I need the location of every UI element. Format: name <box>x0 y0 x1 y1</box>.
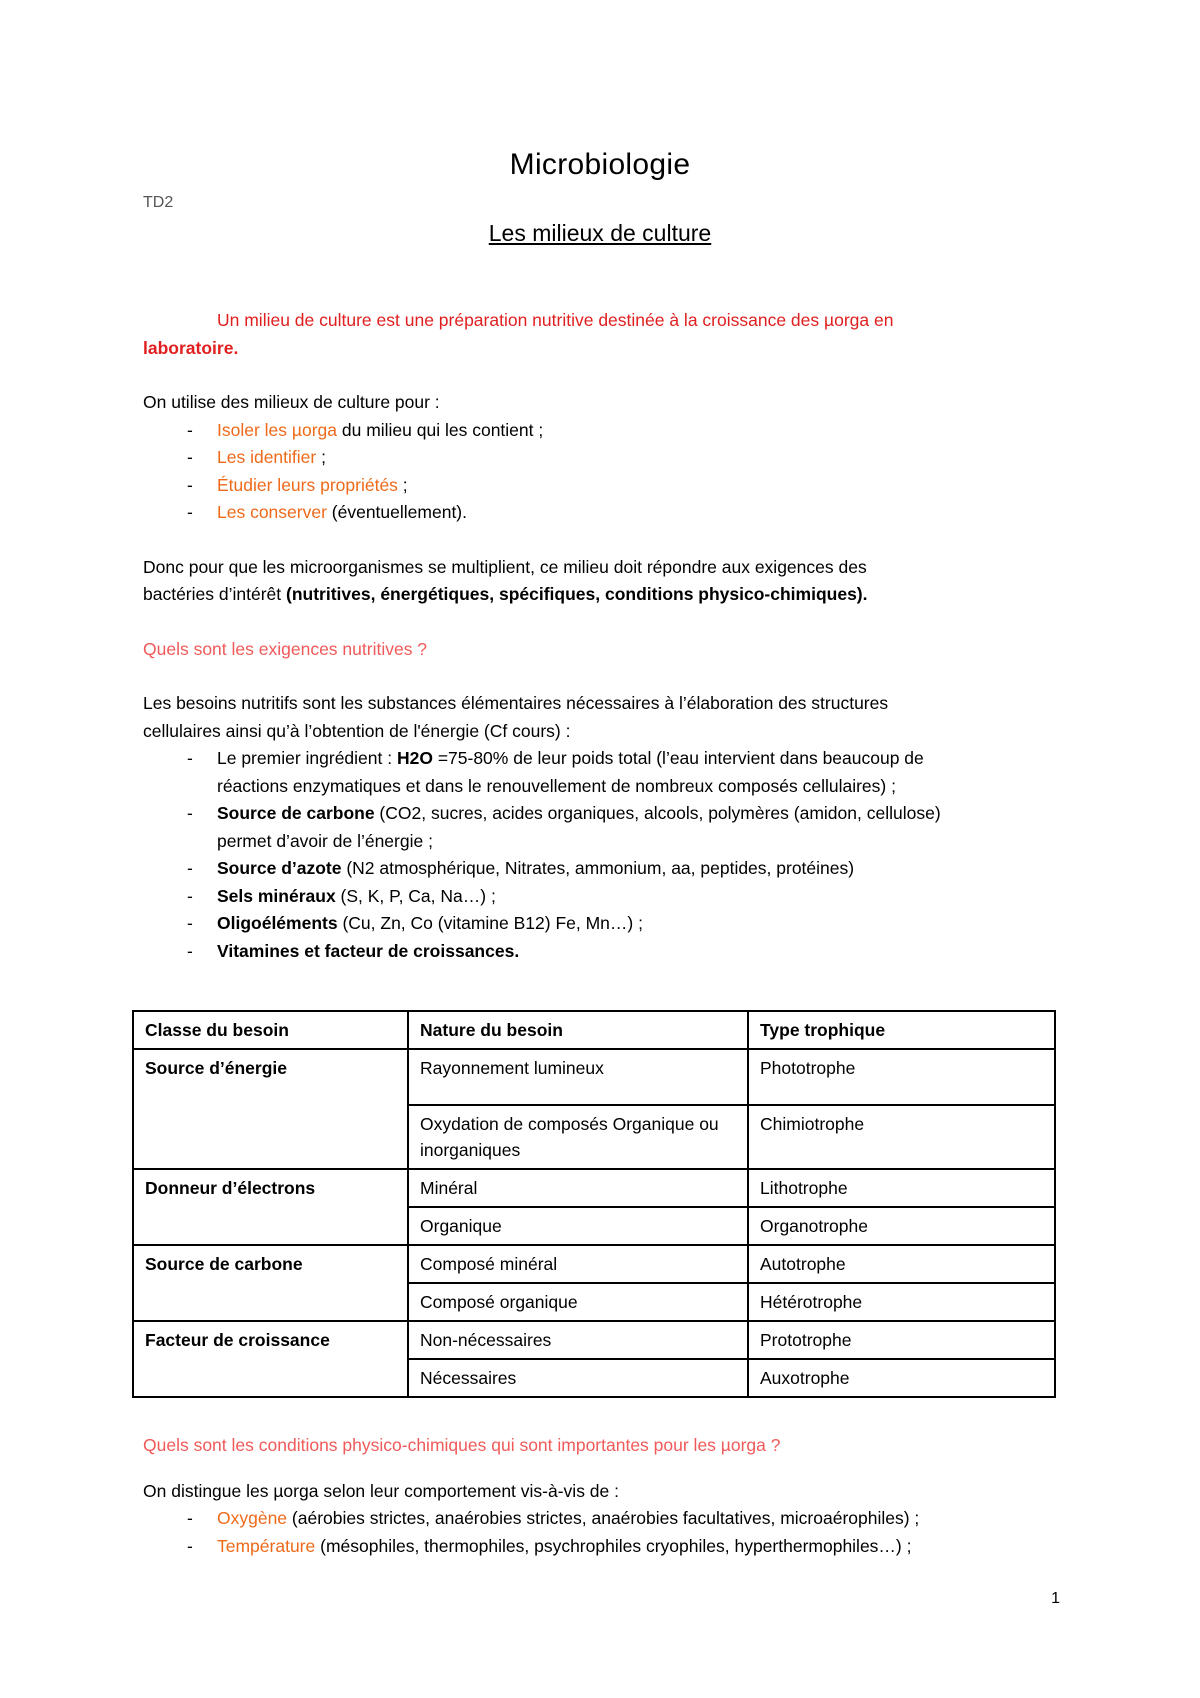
table-cell-type: Autotrophe <box>748 1245 1055 1283</box>
table-cell-type: Organotrophe <box>748 1207 1055 1245</box>
table-cell-class: Donneur d’électrons <box>133 1169 408 1245</box>
besoins-list <box>143 745 1063 965</box>
list-item: - Oligoéléments (Cu, Zn, Co (vitamine B12) Fe, Mn…) ; <box>143 910 1063 938</box>
intro-line-1: Un milieu de culture est une préparation nutritive destinée à la croissance des µorga en <box>217 310 894 330</box>
list-item: - Les conserver (éventuellement). <box>143 499 1063 527</box>
uses-lead: On utilise des milieux de culture pour : <box>143 392 440 412</box>
table-header: Nature du besoin <box>408 1011 748 1049</box>
table-cell-nature: Composé organique <box>408 1283 748 1321</box>
body-section-2 <box>143 1432 1063 1560</box>
list-item: - Le premier ingrédient : H2O =75-80% de leur poids total (l’eau intervient dans beaucoup de réactions enzymatiques et dans le renouvellement de nombreux composés cellulaires) ; <box>143 745 1063 800</box>
table-cell-class: Source d’énergie <box>133 1049 408 1169</box>
table-cell-type: Auxotrophe <box>748 1359 1055 1397</box>
table-row <box>133 1321 1055 1359</box>
table-header: Classe du besoin <box>133 1011 408 1049</box>
donc-line-1: Donc pour que les microorganismes se multiplient, ce milieu doit répondre aux exigences des <box>143 556 867 577</box>
besoins-line-2: cellulaires ainsi qu’à l’obtention de l'énergie (Cf cours) : <box>143 720 571 741</box>
table-cell-type: Lithotrophe <box>748 1169 1055 1207</box>
table-cell-nature: Nécessaires <box>408 1359 748 1397</box>
question-physico: Quels sont les conditions physico-chimiques qui sont importantes pour les µorga ? <box>143 1435 781 1455</box>
section-subtitle: Les milieux de culture <box>488 220 712 246</box>
list-item: - Source d’azote (N2 atmosphérique, Nitrates, ammonium, aa, peptides, protéines) <box>143 855 1063 883</box>
besoins-line-1: Les besoins nutritifs sont les substances élémentaires nécessaires à l’élaboration des structures <box>143 693 889 713</box>
table-cell-type: Hétérotrophe <box>748 1283 1055 1321</box>
table-cell-type: Phototrophe <box>748 1049 1055 1105</box>
table-cell-type: Prototrophe <box>748 1321 1055 1359</box>
table-header-row <box>133 1011 1055 1049</box>
table-cell-nature: Organique <box>408 1207 748 1245</box>
distingue-lead: On distingue les µorga selon leur comportement vis-à-vis de : <box>143 1480 619 1501</box>
table-row <box>133 1245 1055 1283</box>
page-number: 1 <box>1051 1590 1060 1607</box>
list-item: - Les identifier ; <box>143 444 1063 472</box>
table-cell-nature: Minéral <box>408 1169 748 1207</box>
question-nutritive: Quels sont les exigences nutritives ? <box>143 638 428 659</box>
table-cell-nature: Rayonnement lumineux <box>408 1049 748 1105</box>
td-label: TD2 <box>143 194 174 211</box>
intro-line-2: laboratoire. <box>143 337 239 358</box>
table-cell-class: Facteur de croissance <box>133 1321 408 1397</box>
table-cell-class: Source de carbone <box>133 1245 408 1321</box>
table-row <box>133 1169 1055 1207</box>
list-item: - Source de carbone (CO2, sucres, acides organiques, alcools, polymères (amidon, cellulose) permet d’avoir de l’énergie ; <box>143 800 1063 855</box>
document-title: Microbiologie <box>509 148 691 181</box>
list-item: - Étudier leurs propriétés ; <box>143 472 1063 500</box>
donc-line-2: bactéries d’intérêt (nutritives, énergétiques, spécifiques, conditions physico-chimiques). <box>143 584 868 604</box>
uses-list <box>143 417 1063 527</box>
table-cell-type: Chimiotrophe <box>748 1105 1055 1169</box>
list-item: - Sels minéraux (S, K, P, Ca, Na…) ; <box>143 883 1063 911</box>
list-item: - Oxygène (aérobies strictes, anaérobies strictes, anaérobies facultatives, microaérophiles) ; <box>143 1505 1063 1533</box>
needs-table <box>132 1010 1056 1398</box>
table-cell-nature: Oxydation de composés Organique ou inorganiques <box>408 1105 748 1169</box>
distingue-list <box>143 1505 1063 1560</box>
table-row <box>133 1049 1055 1105</box>
body-section-1 <box>143 307 1063 965</box>
table-cell-nature: Composé minéral <box>408 1245 748 1283</box>
list-item: - Température (mésophiles, thermophiles, psychrophiles cryophiles, hyperthermophiles…) ; <box>143 1533 1063 1561</box>
list-item: - Isoler les µorga du milieu qui les contient ; <box>143 417 1063 445</box>
table-cell-nature: Non-nécessaires <box>408 1321 748 1359</box>
list-item: - Vitamines et facteur de croissances. <box>143 938 1063 966</box>
table-header: Type trophique <box>748 1011 1055 1049</box>
